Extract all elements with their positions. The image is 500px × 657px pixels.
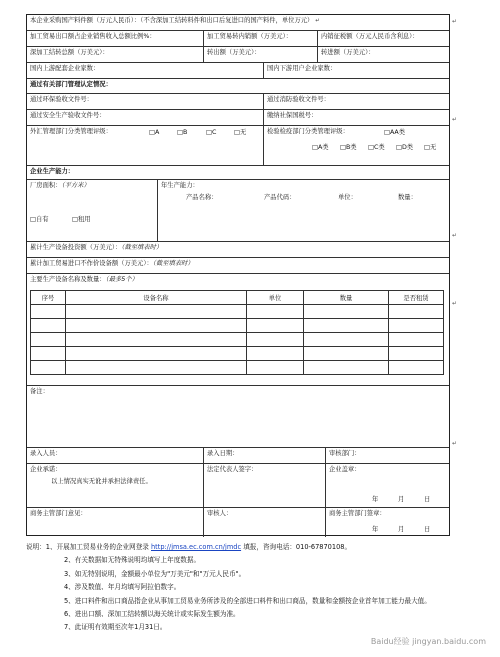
entry-date-field[interactable]: 录入日期：	[203, 448, 325, 463]
instructions	[26, 541, 496, 635]
row-section-departments	[27, 79, 449, 94]
note-1: 说明：1、开展加工贸易业务的企业网登录 http://jmsa.ec.com.cn/jmdc 填报，咨询电话：010-67870108。	[26, 543, 352, 551]
row-plant-capacity	[27, 180, 449, 242]
note-5: 5、进口料件和出口商品指企业从事加工贸易业务所涉及的全部进口料件和出口商品，数量和金额按企业首年加工能力最大值。	[64, 596, 431, 605]
remarks-field[interactable]: 备注：	[30, 388, 49, 395]
watermark: Baidu经验 jingyan.baidu.com	[370, 637, 486, 647]
note-3: 3、如无特别说明，金额最小单位为"万美元"和"万元人民币"。	[64, 569, 246, 578]
table-row[interactable]	[31, 361, 444, 375]
commerce-date-month: 月	[398, 526, 405, 533]
row-remarks	[27, 386, 449, 448]
table-row[interactable]	[31, 319, 444, 333]
row-pledge	[27, 464, 449, 508]
paragraph-mark: ↵	[452, 116, 458, 123]
paragraph-mark: ↵	[452, 18, 458, 25]
row-env-fire	[27, 94, 449, 110]
reviewer-field[interactable]: 审核人：	[203, 508, 325, 537]
deep-processing-field[interactable]: 深加工结转总额（万美元）：	[30, 49, 109, 56]
domestic-materials-field[interactable]: 本企业采购国产料件额（万元人民币）：（不含深加工结转料件和出口后复进口的国产料件，单位万元） ↵	[30, 17, 320, 24]
equipment-table-header	[31, 291, 444, 305]
row-ratings	[27, 126, 449, 166]
plant-rented-option[interactable]: □租用	[72, 216, 91, 223]
commerce-date-year: 年	[372, 526, 379, 533]
inspection-option-none[interactable]: □无	[424, 144, 437, 151]
row-section-production	[27, 166, 449, 180]
registration-link[interactable]: http://jmsa.ec.com.cn/jmdc	[151, 543, 242, 551]
seal-date-day: 日	[424, 496, 431, 503]
legal-rep-signature-field[interactable]: 法定代表人签字：	[203, 464, 325, 507]
entry-person-field[interactable]: 录入人员：	[30, 450, 62, 457]
note-2: 2、有关数据如无特殊说明均填写上年度数据。	[64, 556, 201, 565]
commerce-seal-field[interactable]: 商务主管部门签章： 年 月 日	[325, 508, 449, 537]
pledge-text: 以上情况真实无讹并承担法律责任。	[51, 478, 152, 485]
declaration-form	[26, 14, 450, 536]
section-departments-title: 通过有关部门管理认定情况：	[30, 81, 112, 88]
plant-owned-option[interactable]: □自有	[30, 216, 49, 223]
row-transfers	[27, 47, 449, 63]
note-4: 4、涉及数值、年月均填写阿拉伯数字。	[64, 583, 181, 592]
inspection-rating-field: 检验检疫部门分类管理评级： □AA类 □A类 □B类 □C类 □D类 □无	[263, 126, 449, 165]
inspection-option-c[interactable]: □C类	[368, 144, 385, 151]
downstream-count-field[interactable]: 国内下游用户企业家数：	[263, 63, 449, 78]
col-quantity: 数量	[304, 291, 389, 305]
row-unpriced-equipment	[27, 258, 449, 274]
forex-option-none[interactable]: □无	[234, 129, 247, 136]
forex-option-a[interactable]: □A	[149, 129, 160, 136]
row-supply-chain	[27, 63, 449, 79]
col-index: 序号	[31, 291, 66, 305]
fire-acceptance-field[interactable]: 通过消防验收文件号：	[263, 94, 449, 109]
inspection-option-a[interactable]: □A类	[312, 144, 329, 151]
seal-date-year: 年	[372, 496, 379, 503]
capacity-field[interactable]: 年生产能力： 产品名称： 产品代码： 单位： 数量：	[157, 180, 449, 241]
equipment-table	[30, 290, 444, 375]
unpriced-equipment-field[interactable]: 累计加工贸易进口不作价设备额（万美元）：（截至填表时）	[30, 260, 194, 267]
note-6: 6、进出口额、深加工结转额以海关统计或实际发生额为准。	[64, 610, 240, 619]
forex-rating-field: 外汇管理部门分类管理评级： □A □B □C □无	[30, 128, 247, 136]
transfer-out-field[interactable]: 转出额（万美元）：	[203, 47, 317, 62]
table-row[interactable]	[31, 347, 444, 361]
capacity-qty-label: 数量：	[398, 194, 417, 201]
export-ratio-field[interactable]: 加工贸易出口额占企业销售收入总额比例%：	[30, 33, 156, 40]
transfer-in-field[interactable]: 转进额（万美元）：	[317, 47, 449, 62]
row-equipment-investment	[27, 242, 449, 258]
capacity-product-label: 产品名称：	[186, 194, 218, 201]
approve-dept-field[interactable]: 审核部门：	[325, 448, 449, 463]
plant-area-field[interactable]: 厂房面积：（平方米） □自有 □租用	[30, 182, 91, 223]
inspection-option-b[interactable]: □B类	[340, 144, 357, 151]
pledge-field: 企业承诺： 以上情况真实无讹并承担法律责任。	[30, 466, 152, 485]
row-ratios	[27, 31, 449, 47]
paragraph-mark: ↵	[452, 232, 458, 239]
row-domestic-materials	[27, 15, 449, 31]
domestic-sales-field[interactable]: 加工贸易转内销额（万美元）：	[203, 31, 317, 46]
row-entry	[27, 448, 449, 464]
safety-acceptance-field[interactable]: 通过安全生产验收文件号：	[30, 112, 106, 119]
table-row[interactable]	[31, 305, 444, 319]
col-unit: 单位	[247, 291, 304, 305]
upstream-count-field[interactable]: 国内上游配套企业家数：	[30, 65, 100, 72]
note-7: 7、此证明有效期至次年1月31日。	[64, 623, 167, 632]
table-row[interactable]	[31, 333, 444, 347]
col-equipment-name: 设备名称	[66, 291, 247, 305]
forex-option-c[interactable]: □C	[206, 129, 217, 136]
equipment-investment-field[interactable]: 累计生产设备投资额（万美元）：（截至填表时）	[30, 244, 163, 251]
commerce-opinion-field[interactable]: 商务主管部门意见：	[30, 510, 87, 517]
seal-date-month: 月	[398, 496, 405, 503]
paragraph-mark: ↵	[452, 300, 458, 307]
domestic-tax-field[interactable]: 内销征税额（万元人民币含利息）：	[317, 31, 449, 46]
social-security-field[interactable]: 缴纳社保国税号：	[263, 110, 449, 125]
row-commerce	[27, 508, 449, 537]
col-leased: 是否租赁	[389, 291, 444, 305]
row-safety-tax	[27, 110, 449, 126]
row-equipment-list	[27, 274, 449, 386]
commerce-date-day: 日	[424, 526, 431, 533]
capacity-code-label: 产品代码：	[264, 194, 296, 201]
section-production-title: 企业生产能力：	[30, 168, 75, 175]
forex-option-b[interactable]: □B	[177, 129, 188, 136]
capacity-unit-label: 单位：	[338, 194, 357, 201]
inspection-option-aa[interactable]: □AA类	[384, 129, 406, 136]
paragraph-mark: ↵	[452, 440, 458, 447]
equipment-list-label: 主要生产设备名称及数量：（最多5个）	[30, 276, 138, 283]
enterprise-seal-field[interactable]: 企业盖章： 年 月 日	[325, 464, 449, 507]
inspection-option-d[interactable]: □D类	[396, 144, 414, 151]
env-acceptance-field[interactable]: 通过环保验收文件号：	[30, 96, 93, 103]
